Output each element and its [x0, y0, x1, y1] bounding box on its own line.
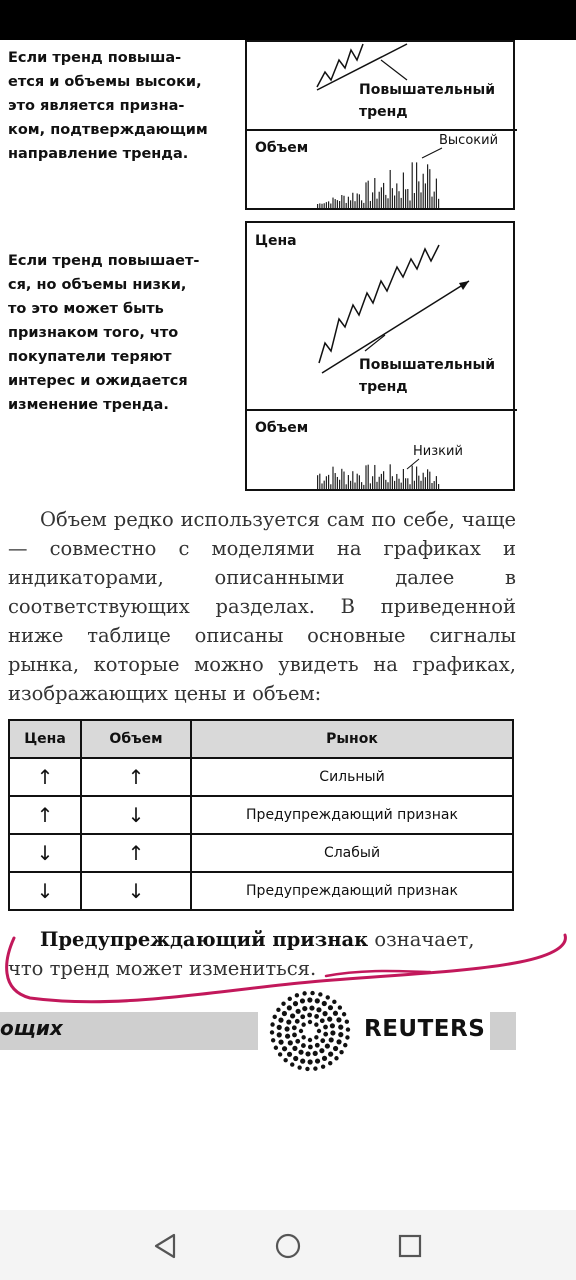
volume-bar — [354, 201, 355, 208]
volume-bar — [365, 182, 366, 208]
panel1-chart — [245, 40, 515, 210]
volume-bar — [425, 477, 426, 489]
volume-bar — [332, 198, 333, 208]
volume-bar — [348, 197, 349, 208]
volume-bar — [405, 189, 406, 208]
volume-bar — [330, 484, 331, 489]
volume-bar — [379, 477, 380, 489]
volume-bar — [361, 200, 362, 208]
volume-bar — [387, 482, 388, 489]
volume-bar — [361, 482, 362, 489]
reuters-logo-icon — [266, 990, 356, 1072]
volume-bar — [363, 485, 364, 489]
volume-bar — [321, 483, 322, 489]
volume-bar — [396, 183, 397, 208]
table-row — [9, 872, 513, 910]
panel2-volume-bars — [317, 464, 439, 489]
panel2-trend-label-2: тренд — [359, 379, 408, 395]
volume-bar — [359, 475, 360, 489]
volume-bar — [363, 203, 364, 208]
volume-bar — [328, 475, 329, 489]
cell-price: ↑ — [9, 758, 81, 796]
volume-bar — [416, 162, 417, 208]
volume-bar — [374, 465, 375, 489]
volume-bar — [321, 204, 322, 208]
volume-bar — [339, 480, 340, 489]
panel1-volume-bars — [317, 162, 439, 208]
panel2-description: Если тренд повышает- ся, но объемы низки, то это может быть признаком того, что покупатели теряют интерес и ожидается изменение тренда. — [8, 253, 200, 413]
volume-bar — [335, 473, 336, 489]
volume-bar — [370, 483, 371, 489]
volume-bar — [337, 200, 338, 208]
volume-bar — [328, 201, 329, 208]
volume-bar — [429, 472, 430, 489]
volume-bar — [376, 482, 377, 489]
panel2-volume-label: Объем — [255, 420, 309, 436]
volume-bar — [359, 194, 360, 208]
price-line — [317, 44, 363, 87]
recents-square-icon[interactable] — [392, 1228, 428, 1264]
volume-bar — [431, 197, 432, 208]
volume-bar — [330, 204, 331, 208]
volume-bar — [324, 481, 325, 489]
volume-bar — [319, 474, 320, 489]
volume-bar — [370, 201, 371, 208]
volume-bar — [436, 476, 437, 489]
volume-bar — [403, 172, 404, 208]
volume-bar — [350, 481, 351, 489]
volume-bar — [343, 196, 344, 208]
volume-bar — [414, 481, 415, 489]
panel2-price-label: Цена — [255, 233, 297, 249]
volume-bar — [376, 199, 377, 208]
table-row — [9, 834, 513, 872]
volume-bar — [416, 467, 417, 489]
volume-bar — [438, 484, 439, 489]
cell-market: Сильный — [191, 758, 513, 796]
status-bar — [0, 0, 576, 40]
volume-bar — [374, 178, 375, 208]
cell-market: Предупреждающий признак — [191, 872, 513, 910]
volume-bar — [423, 174, 424, 208]
volume-bar — [412, 466, 413, 489]
volume-bar — [365, 465, 366, 489]
cell-market: Слабый — [191, 834, 513, 872]
footer-bar-right — [490, 1012, 516, 1050]
price-line — [319, 245, 439, 363]
volume-bar — [339, 201, 340, 208]
cell-price: ↓ — [9, 834, 81, 872]
volume-bar — [368, 181, 369, 208]
volume-bar — [398, 191, 399, 208]
volume-bar — [436, 179, 437, 208]
panel1-trend-label-2: тренд — [359, 104, 408, 120]
volume-bar — [317, 204, 318, 208]
volume-bar — [427, 164, 428, 208]
volume-bar — [414, 193, 415, 208]
volume-bar — [398, 479, 399, 489]
volume-bar — [418, 181, 419, 208]
signals-table — [8, 719, 514, 911]
volume-bar — [401, 483, 402, 489]
volume-bar — [409, 201, 410, 208]
volume-bar — [392, 188, 393, 208]
panel2-chart — [245, 221, 515, 491]
cell-price: ↓ — [9, 872, 81, 910]
cell-price: ↑ — [9, 796, 81, 834]
volume-bar — [346, 203, 347, 208]
volume-bar — [431, 483, 432, 489]
panel1-trend-label-1: Повышательный — [359, 82, 496, 98]
volume-bar — [354, 483, 355, 489]
volume-bar — [427, 469, 428, 489]
volume-bar — [434, 192, 435, 208]
volume-bar — [407, 189, 408, 208]
volume-bar — [343, 472, 344, 489]
volume-bar — [412, 162, 413, 208]
volume-bar — [381, 187, 382, 208]
volume-bar — [429, 169, 430, 208]
note-bold: Предупреждающий признак — [40, 928, 369, 951]
volume-bar — [368, 465, 369, 489]
volume-bar — [390, 170, 391, 208]
panel2-trend-label-1: Повышательный — [359, 357, 496, 373]
table-row — [9, 758, 513, 796]
volume-bar — [385, 195, 386, 208]
volume-bar — [335, 199, 336, 208]
panel1-description: Если тренд повыша- ется и объемы высоки, это является призна- ком, подтверждающим направление тренда. — [8, 50, 208, 162]
volume-bar — [346, 484, 347, 489]
volume-bar — [350, 200, 351, 208]
note-rest: означает, что тренд может измениться. — [8, 928, 475, 980]
volume-bar — [341, 195, 342, 208]
volume-bar — [332, 467, 333, 489]
header-price: Цена — [9, 720, 81, 758]
volume-bar — [385, 480, 386, 489]
reuters-brand: REUTERS — [364, 1016, 486, 1042]
volume-bar — [357, 193, 358, 208]
volume-bar — [418, 476, 419, 489]
home-circle-icon[interactable] — [270, 1228, 306, 1264]
table-row — [9, 796, 513, 834]
volume-bar — [423, 473, 424, 489]
volume-bar — [383, 471, 384, 489]
warning-note — [8, 925, 516, 983]
volume-bar — [319, 203, 320, 208]
volume-bar — [401, 198, 402, 208]
volume-bar — [394, 481, 395, 489]
volume-bar — [383, 183, 384, 208]
cell-volume: ↑ — [81, 834, 191, 872]
volume-bar — [434, 481, 435, 489]
volume-bar — [420, 481, 421, 489]
volume-bar — [372, 476, 373, 489]
volume-bar — [394, 195, 395, 208]
volume-bar — [326, 476, 327, 489]
body-paragraph: Объем редко используется сам по себе, чаще — совместно с моделями на графиках и индикаторами, описанными далее в соответствующих разделах. В приведенной ниже таблице описаны основные сигналы рынка, которые можно увидеть на графиках, изображающих цены и объем: — [8, 508, 516, 705]
panel1-volume-level: Высокий — [439, 133, 499, 148]
volume-bar — [420, 192, 421, 208]
volume-bar — [352, 471, 353, 489]
volume-bar — [352, 193, 353, 208]
volume-bar — [348, 475, 349, 489]
volume-bar — [372, 192, 373, 208]
volume-bar — [324, 203, 325, 208]
panel2-volume-level: Низкий — [413, 444, 463, 459]
volume-bar — [337, 477, 338, 489]
volume-bar — [405, 478, 406, 489]
cell-volume: ↓ — [81, 796, 191, 834]
panel1-volume-label: Объем — [255, 140, 309, 156]
volume-bar — [390, 464, 391, 489]
volume-bar — [407, 478, 408, 489]
header-volume: Объем — [81, 720, 191, 758]
table-header-row — [9, 720, 513, 758]
volume-bar — [425, 183, 426, 208]
volume-bar — [387, 198, 388, 208]
volume-bar — [438, 199, 439, 208]
volume-bar — [403, 469, 404, 489]
volume-bar — [379, 192, 380, 208]
volume-bar — [381, 474, 382, 489]
header-market: Рынок — [191, 720, 513, 758]
cell-volume: ↓ — [81, 872, 191, 910]
cell-volume: ↑ — [81, 758, 191, 796]
volume-bar — [392, 476, 393, 489]
volume-bar — [317, 475, 318, 489]
back-triangle-icon[interactable] — [148, 1228, 184, 1264]
volume-bar — [357, 474, 358, 489]
volume-bar — [326, 202, 327, 208]
cell-market: Предупреждающий признак — [191, 796, 513, 834]
footer-word: ощих — [0, 1016, 63, 1040]
volume-bar — [409, 484, 410, 489]
volume-bar — [341, 469, 342, 489]
volume-bar — [396, 474, 397, 489]
